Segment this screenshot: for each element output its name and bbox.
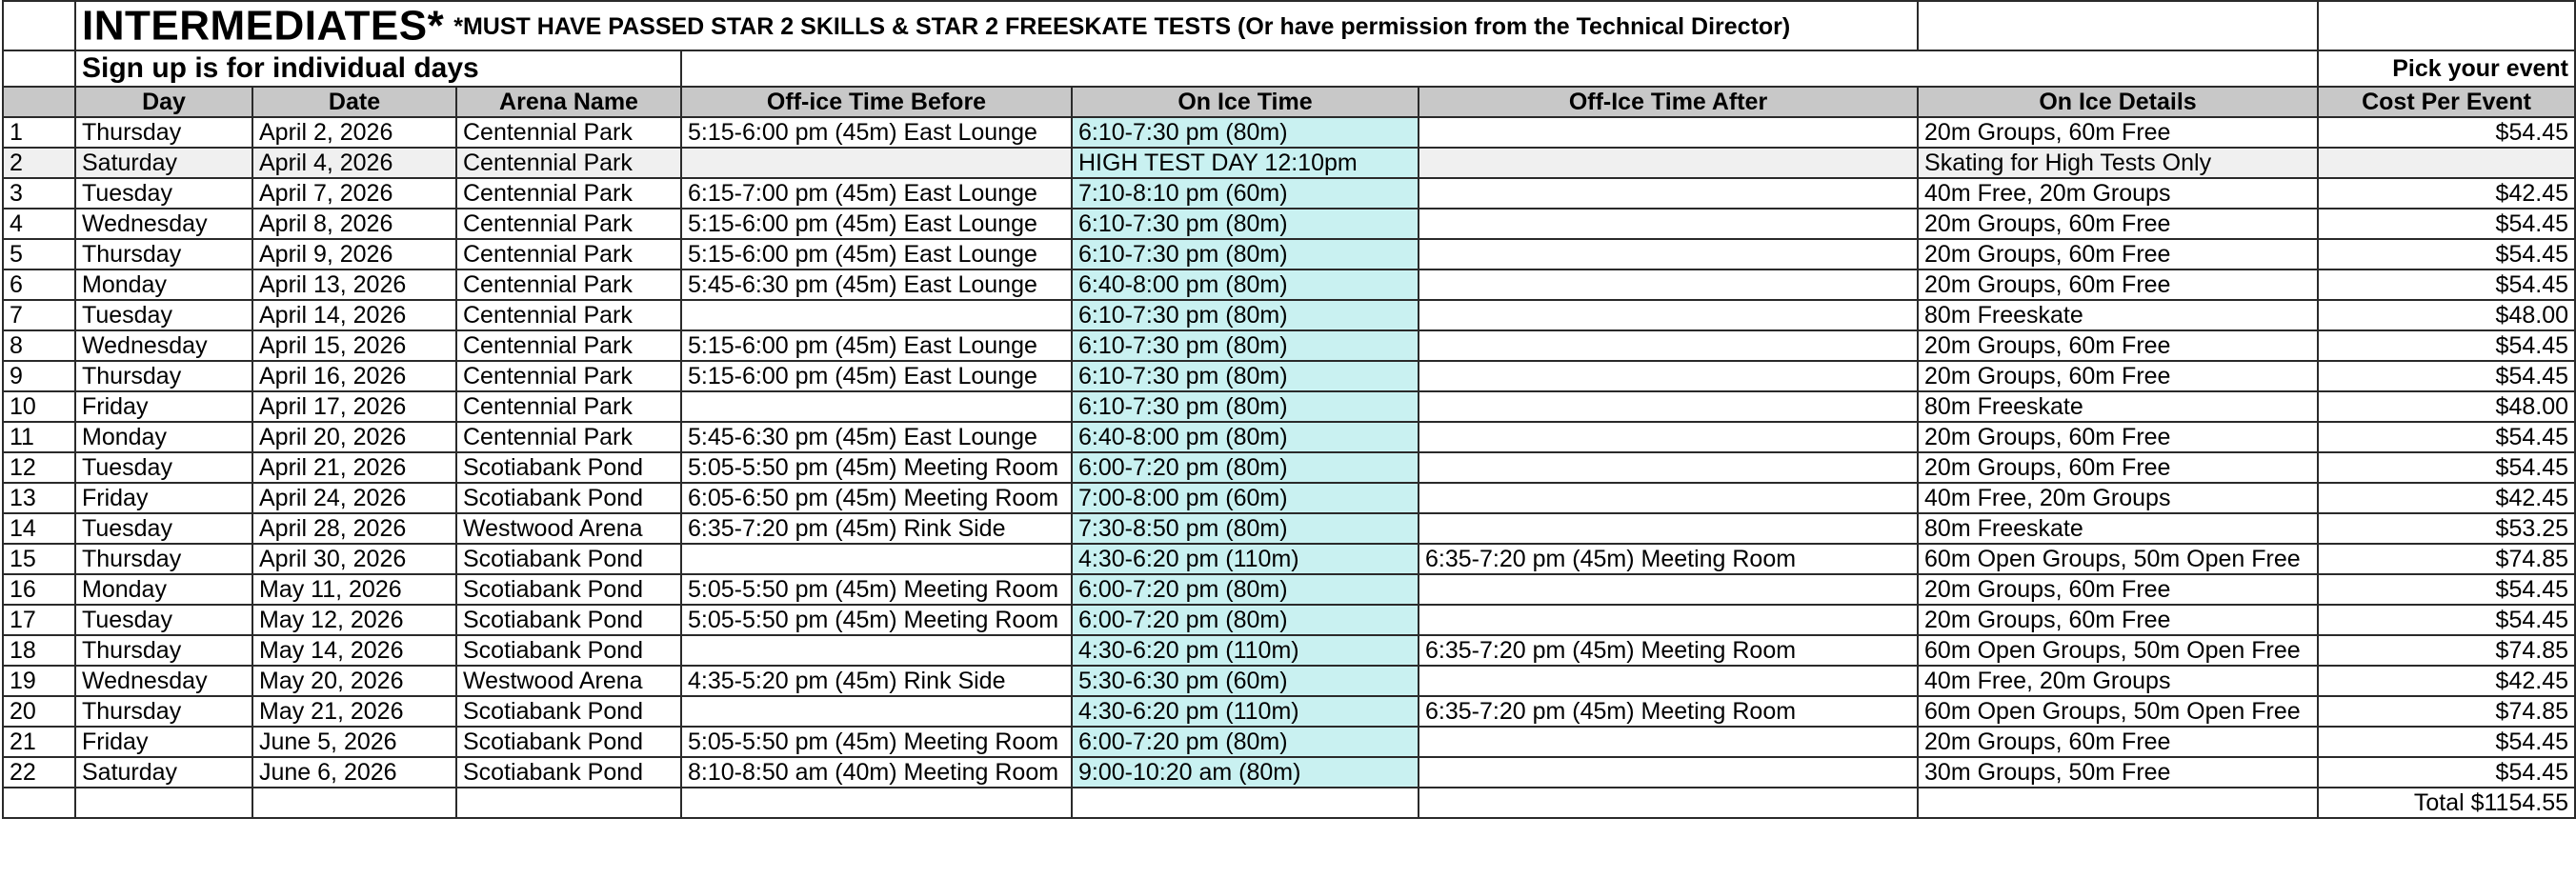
on-ice-details-cell: 60m Open Groups, 50m Open Free [1918,544,2318,574]
off-ice-before-cell: 5:15-6:00 pm (45m) East Lounge [681,361,1072,391]
day-cell: Wednesday [75,666,252,696]
on-ice-time-cell: 6:00-7:20 pm (80m) [1072,605,1419,635]
on-ice-time-cell: 4:30-6:20 pm (110m) [1072,696,1419,727]
cost-cell: $74.85 [2318,696,2575,727]
date-cell: April 24, 2026 [252,483,456,513]
subtitle-row [3,50,2575,87]
date-cell: April 9, 2026 [252,239,456,269]
date-cell: April 28, 2026 [252,513,456,544]
table-row [3,544,2575,574]
on-ice-time-cell: 4:30-6:20 pm (110m) [1072,635,1419,666]
blank-cell [2318,1,2575,50]
total-cost: Total $1154.55 [2318,788,2575,818]
off-ice-before-cell [681,696,1072,727]
day-cell: Thursday [75,117,252,148]
on-ice-time-cell: 6:40-8:00 pm (80m) [1072,422,1419,452]
schedule-sheet [2,0,2576,819]
day-cell: Tuesday [75,178,252,209]
column-header: Date [252,87,456,117]
off-ice-after-cell [1419,361,1918,391]
table-row [3,513,2575,544]
off-ice-after-cell [1419,757,1918,788]
table-row [3,757,2575,788]
table-row [3,727,2575,757]
title-note: *MUST HAVE PASSED STAR 2 SKILLS & STAR 2 FREESKATE TESTS (Or have permission from the Technical Director) [453,12,1791,40]
cost-cell: $54.45 [2318,422,2575,452]
cost-cell: $54.45 [2318,574,2575,605]
date-cell: May 12, 2026 [252,605,456,635]
on-ice-details-cell: Skating for High Tests Only [1918,148,2318,178]
cost-cell: $54.45 [2318,117,2575,148]
cost-cell: $54.45 [2318,605,2575,635]
day-cell: Tuesday [75,300,252,330]
cost-cell: $42.45 [2318,483,2575,513]
blank-cell [75,788,252,818]
row-number: 17 [3,605,75,635]
cost-cell: $54.45 [2318,361,2575,391]
off-ice-before-cell: 6:35-7:20 pm (45m) Rink Side [681,513,1072,544]
on-ice-time-cell: 6:00-7:20 pm (80m) [1072,452,1419,483]
date-cell: May 20, 2026 [252,666,456,696]
row-number: 6 [3,269,75,300]
off-ice-after-cell: 6:35-7:20 pm (45m) Meeting Room [1419,696,1918,727]
on-ice-details-cell: 20m Groups, 60m Free [1918,605,2318,635]
arena-cell: Scotiabank Pond [456,605,681,635]
row-number: 7 [3,300,75,330]
column-header: Cost Per Event [2318,87,2575,117]
off-ice-before-cell: 4:35-5:20 pm (45m) Rink Side [681,666,1072,696]
arena-cell: Centennial Park [456,148,681,178]
arena-cell: Scotiabank Pond [456,635,681,666]
corner-cell [3,1,75,50]
column-header: Day [75,87,252,117]
row-number: 15 [3,544,75,574]
on-ice-time-cell: 6:40-8:00 pm (80m) [1072,269,1419,300]
on-ice-details-cell: 20m Groups, 60m Free [1918,209,2318,239]
on-ice-time-cell: HIGH TEST DAY 12:10pm [1072,148,1419,178]
off-ice-after-cell: 6:35-7:20 pm (45m) Meeting Room [1419,544,1918,574]
day-cell: Tuesday [75,605,252,635]
off-ice-after-cell [1419,269,1918,300]
off-ice-before-cell: 5:45-6:30 pm (45m) East Lounge [681,422,1072,452]
date-cell: April 7, 2026 [252,178,456,209]
date-cell: April 20, 2026 [252,422,456,452]
arena-cell: Scotiabank Pond [456,452,681,483]
date-cell: April 13, 2026 [252,269,456,300]
day-cell: Friday [75,391,252,422]
off-ice-before-cell: 5:05-5:50 pm (45m) Meeting Room [681,574,1072,605]
subtitle: Sign up is for individual days [82,51,479,84]
arena-cell: Westwood Arena [456,666,681,696]
off-ice-before-cell: 5:45-6:30 pm (45m) East Lounge [681,269,1072,300]
table-row [3,361,2575,391]
off-ice-before-cell: 5:05-5:50 pm (45m) Meeting Room [681,605,1072,635]
row-number: 12 [3,452,75,483]
blank-cell [1918,788,2318,818]
arena-cell: Scotiabank Pond [456,696,681,727]
date-cell: June 5, 2026 [252,727,456,757]
date-cell: April 15, 2026 [252,330,456,361]
cost-cell: $48.00 [2318,300,2575,330]
row-number: 5 [3,239,75,269]
table-row [3,452,2575,483]
date-cell: April 21, 2026 [252,452,456,483]
on-ice-time-cell: 7:00-8:00 pm (60m) [1072,483,1419,513]
row-number: 21 [3,727,75,757]
day-cell: Tuesday [75,452,252,483]
off-ice-before-cell: 5:05-5:50 pm (45m) Meeting Room [681,727,1072,757]
on-ice-details-cell: 20m Groups, 60m Free [1918,727,2318,757]
table-row [3,605,2575,635]
row-number: 10 [3,391,75,422]
arena-cell: Centennial Park [456,178,681,209]
on-ice-time-cell: 5:30-6:30 pm (60m) [1072,666,1419,696]
off-ice-after-cell [1419,513,1918,544]
cost-cell: $54.45 [2318,239,2575,269]
cost-cell: $54.45 [2318,452,2575,483]
day-cell: Monday [75,269,252,300]
table-row [3,696,2575,727]
day-cell: Monday [75,574,252,605]
row-number: 20 [3,696,75,727]
off-ice-after-cell: 6:35-7:20 pm (45m) Meeting Room [1419,635,1918,666]
off-ice-after-cell [1419,452,1918,483]
blank-cell [681,50,2318,87]
arena-cell: Centennial Park [456,422,681,452]
blank-cell [3,788,75,818]
off-ice-before-cell [681,635,1072,666]
on-ice-time-cell: 6:10-7:30 pm (80m) [1072,239,1419,269]
date-cell: April 17, 2026 [252,391,456,422]
row-number: 4 [3,209,75,239]
day-cell: Thursday [75,696,252,727]
off-ice-after-cell [1419,391,1918,422]
arena-cell: Centennial Park [456,209,681,239]
off-ice-after-cell [1419,178,1918,209]
row-number: 11 [3,422,75,452]
column-header: Off-Ice Time After [1419,87,1918,117]
off-ice-after-cell [1419,148,1918,178]
on-ice-time-cell: 7:10-8:10 pm (60m) [1072,178,1419,209]
row-number: 22 [3,757,75,788]
on-ice-time-cell: 4:30-6:20 pm (110m) [1072,544,1419,574]
header-blank [3,87,75,117]
arena-cell: Scotiabank Pond [456,483,681,513]
on-ice-time-cell: 7:30-8:50 pm (80m) [1072,513,1419,544]
row-number: 1 [3,117,75,148]
table-row [3,178,2575,209]
title-cell [75,1,1918,50]
day-cell: Wednesday [75,330,252,361]
table-row [3,574,2575,605]
on-ice-time-cell: 6:10-7:30 pm (80m) [1072,391,1419,422]
off-ice-after-cell [1419,483,1918,513]
on-ice-details-cell: 20m Groups, 60m Free [1918,269,2318,300]
on-ice-time-cell: 6:10-7:30 pm (80m) [1072,300,1419,330]
row-number: 14 [3,513,75,544]
on-ice-details-cell: 80m Freeskate [1918,513,2318,544]
off-ice-after-cell [1419,727,1918,757]
off-ice-before-cell: 5:05-5:50 pm (45m) Meeting Room [681,452,1072,483]
day-cell: Thursday [75,361,252,391]
on-ice-details-cell: 60m Open Groups, 50m Open Free [1918,696,2318,727]
off-ice-before-cell: 6:15-7:00 pm (45m) East Lounge [681,178,1072,209]
on-ice-details-cell: 20m Groups, 60m Free [1918,117,2318,148]
day-cell: Saturday [75,757,252,788]
on-ice-details-cell: 30m Groups, 50m Free [1918,757,2318,788]
arena-cell: Centennial Park [456,391,681,422]
date-cell: May 21, 2026 [252,696,456,727]
off-ice-before-cell: 5:15-6:00 pm (45m) East Lounge [681,209,1072,239]
row-number: 18 [3,635,75,666]
on-ice-time-cell: 6:10-7:30 pm (80m) [1072,117,1419,148]
row-number: 2 [3,148,75,178]
arena-cell: Scotiabank Pond [456,727,681,757]
off-ice-before-cell: 8:10-8:50 am (40m) Meeting Room [681,757,1072,788]
date-cell: May 11, 2026 [252,574,456,605]
off-ice-after-cell [1419,666,1918,696]
table-row [3,422,2575,452]
table-row [3,391,2575,422]
on-ice-details-cell: 80m Freeskate [1918,300,2318,330]
cost-cell: $48.00 [2318,391,2575,422]
on-ice-details-cell: 40m Free, 20m Groups [1918,178,2318,209]
on-ice-time-cell: 6:00-7:20 pm (80m) [1072,574,1419,605]
table-row [3,300,2575,330]
blank-cell [456,788,681,818]
off-ice-before-cell [681,544,1072,574]
off-ice-after-cell [1419,239,1918,269]
on-ice-details-cell: 60m Open Groups, 50m Open Free [1918,635,2318,666]
blank-cell [1918,1,2318,50]
off-ice-before-cell [681,391,1072,422]
arena-cell: Scotiabank Pond [456,757,681,788]
pick-event-label: Pick your event [2318,50,2575,87]
blank-cell [252,788,456,818]
day-cell: Thursday [75,635,252,666]
cost-cell: $54.45 [2318,269,2575,300]
on-ice-details-cell: 40m Free, 20m Groups [1918,483,2318,513]
off-ice-before-cell [681,148,1072,178]
off-ice-before-cell: 5:15-6:00 pm (45m) East Lounge [681,239,1072,269]
cost-cell: $42.45 [2318,178,2575,209]
arena-cell: Centennial Park [456,117,681,148]
cost-cell: $74.85 [2318,544,2575,574]
cost-cell: $54.45 [2318,209,2575,239]
subtitle-cell [75,50,681,87]
day-cell: Friday [75,483,252,513]
date-cell: April 16, 2026 [252,361,456,391]
date-cell: April 8, 2026 [252,209,456,239]
cost-cell: $54.45 [2318,330,2575,361]
row-number: 13 [3,483,75,513]
arena-cell: Centennial Park [456,361,681,391]
off-ice-before-cell: 5:15-6:00 pm (45m) East Lounge [681,117,1072,148]
table-row [3,209,2575,239]
cost-cell: $74.85 [2318,635,2575,666]
day-cell: Thursday [75,544,252,574]
on-ice-time-cell: 6:00-7:20 pm (80m) [1072,727,1419,757]
date-cell: June 6, 2026 [252,757,456,788]
on-ice-time-cell: 6:10-7:30 pm (80m) [1072,330,1419,361]
on-ice-time-cell: 6:10-7:30 pm (80m) [1072,209,1419,239]
on-ice-details-cell: 20m Groups, 60m Free [1918,239,2318,269]
day-cell: Friday [75,727,252,757]
arena-cell: Westwood Arena [456,513,681,544]
row-number: 3 [3,178,75,209]
table-row [3,269,2575,300]
off-ice-before-cell: 6:05-6:50 pm (45m) Meeting Room [681,483,1072,513]
arena-cell: Scotiabank Pond [456,544,681,574]
off-ice-after-cell [1419,605,1918,635]
arena-cell: Centennial Park [456,239,681,269]
column-header: Arena Name [456,87,681,117]
off-ice-after-cell [1419,574,1918,605]
row-number: 19 [3,666,75,696]
on-ice-time-cell: 9:00-10:20 am (80m) [1072,757,1419,788]
arena-cell: Centennial Park [456,330,681,361]
blank-cell [3,50,75,87]
day-cell: Saturday [75,148,252,178]
on-ice-time-cell: 6:10-7:30 pm (80m) [1072,361,1419,391]
table-row [3,635,2575,666]
row-number: 9 [3,361,75,391]
cost-cell: $42.45 [2318,666,2575,696]
blank-cell [1072,788,1419,818]
cost-cell: $54.45 [2318,727,2575,757]
date-cell: April 14, 2026 [252,300,456,330]
page-title: INTERMEDIATES* [82,2,445,50]
on-ice-details-cell: 80m Freeskate [1918,391,2318,422]
on-ice-details-cell: 20m Groups, 60m Free [1918,574,2318,605]
row-number: 8 [3,330,75,361]
off-ice-after-cell [1419,117,1918,148]
arena-cell: Centennial Park [456,269,681,300]
off-ice-after-cell [1419,300,1918,330]
cost-cell [2318,148,2575,178]
cost-cell: $53.25 [2318,513,2575,544]
column-header: On Ice Details [1918,87,2318,117]
on-ice-details-cell: 20m Groups, 60m Free [1918,330,2318,361]
on-ice-details-cell: 40m Free, 20m Groups [1918,666,2318,696]
on-ice-details-cell: 20m Groups, 60m Free [1918,361,2318,391]
off-ice-after-cell [1419,422,1918,452]
on-ice-details-cell: 20m Groups, 60m Free [1918,452,2318,483]
off-ice-after-cell [1419,209,1918,239]
date-cell: May 14, 2026 [252,635,456,666]
table-row [3,666,2575,696]
blank-cell [681,788,1072,818]
table-row [3,117,2575,148]
table-row [3,330,2575,361]
title-row [3,1,2575,50]
day-cell: Wednesday [75,209,252,239]
row-number: 16 [3,574,75,605]
blank-cell [1419,788,1918,818]
table-row [3,483,2575,513]
date-cell: April 4, 2026 [252,148,456,178]
off-ice-after-cell [1419,330,1918,361]
column-header: Off-ice Time Before [681,87,1072,117]
off-ice-before-cell [681,300,1072,330]
table-row [3,148,2575,178]
column-header-row [3,87,2575,117]
on-ice-details-cell: 20m Groups, 60m Free [1918,422,2318,452]
cost-cell: $54.45 [2318,757,2575,788]
day-cell: Thursday [75,239,252,269]
table-row [3,239,2575,269]
date-cell: April 2, 2026 [252,117,456,148]
arena-cell: Scotiabank Pond [456,574,681,605]
column-header: On Ice Time [1072,87,1419,117]
day-cell: Monday [75,422,252,452]
off-ice-before-cell: 5:15-6:00 pm (45m) East Lounge [681,330,1072,361]
date-cell: April 30, 2026 [252,544,456,574]
arena-cell: Centennial Park [456,300,681,330]
day-cell: Tuesday [75,513,252,544]
total-row [3,788,2575,818]
